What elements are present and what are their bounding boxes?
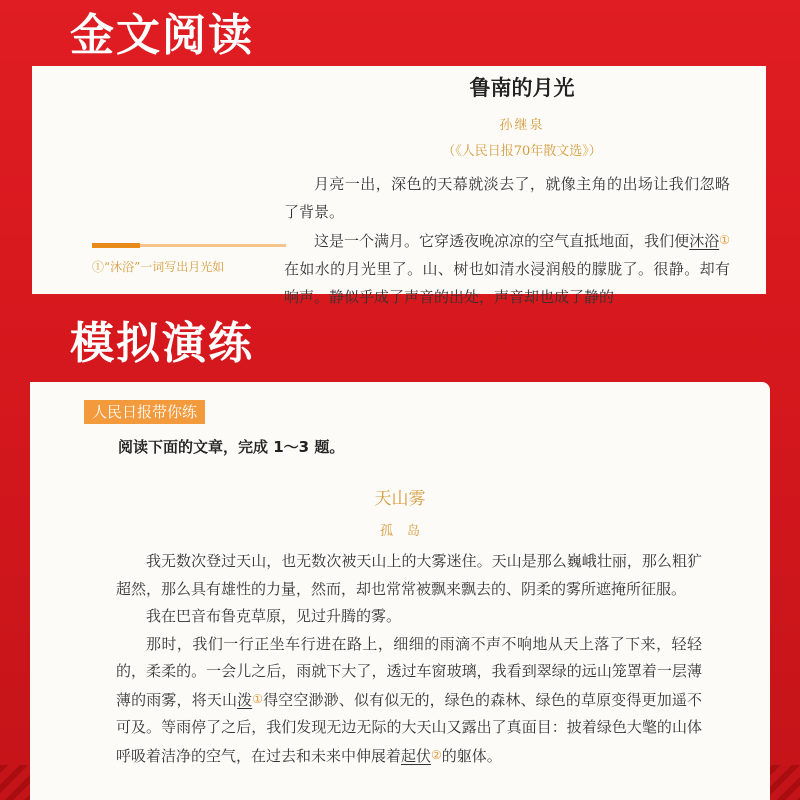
article-body bbox=[116, 548, 702, 770]
paragraph bbox=[284, 226, 730, 311]
annotated-word: 沐浴 bbox=[689, 232, 720, 250]
paragraph: 我在巴音布鲁克草原，见过升腾的雾。 bbox=[146, 607, 402, 625]
paragraph-text: 那时，我们一行正坐车行进在路上，细细的雨滴不声不响地从天上落了下来，轻轻的，柔柔的。一会儿之后，雨就下大了，透过车窗玻璃，我看到翠绿的远山笼罩着一层薄薄的雨雾，将天山 bbox=[116, 634, 702, 709]
article-author: 孙继泉 bbox=[499, 118, 545, 133]
section-title-reading: 金文阅读 bbox=[70, 10, 254, 61]
footnote-marker: ② bbox=[431, 747, 442, 762]
article-author: 孤岛 bbox=[379, 524, 434, 539]
article-title: 鲁南的月光 bbox=[469, 75, 575, 100]
section-title-practice: 模拟演练 bbox=[70, 318, 254, 369]
paragraph-text: 的躯体。 bbox=[441, 746, 502, 765]
reading-panel bbox=[32, 66, 766, 306]
sidebar-annotation: ①“沐浴”一词写出月光如 bbox=[92, 260, 225, 274]
paragraph: 我无数次登过天山，也无数次被天山上的大雾迷住。天山是那么巍峨壮丽，那么粗犷超然，那么具有雄性的力量，然而，却也常常被飘来飘去的、阴柔的雾所遮掩所征服。 bbox=[116, 552, 702, 598]
sidebar-divider-accent bbox=[92, 243, 140, 248]
article-source: （《人民日报70年散文选》） bbox=[442, 144, 602, 159]
instruction-text: 阅读下面的文章，完成 1～3 题。 bbox=[118, 438, 345, 456]
annotated-word: 泼 bbox=[237, 690, 253, 709]
footnote-marker: ① bbox=[719, 233, 730, 247]
article-body bbox=[284, 170, 730, 311]
paragraph bbox=[116, 631, 702, 771]
footnote-marker: ① bbox=[252, 691, 264, 706]
article-title: 天山雾 bbox=[374, 489, 426, 509]
badge-label: 人民日报带你练 bbox=[84, 400, 205, 424]
paragraph-text: 这是一个满月。它穿透夜晚凉凉的空气直抵地面，我们便 bbox=[314, 232, 690, 250]
practice-panel bbox=[30, 382, 770, 800]
annotated-word: 起伏 bbox=[401, 746, 432, 765]
paragraph: 月亮一出，深色的天幕就淡去了，就像主角的出场让我们忽略了背景。 bbox=[284, 175, 730, 221]
paragraph-text: 得空空渺渺、似有似无的，绿色的森林、绿色的草原变得更加遥不可及。等雨停了之后，我们发现无边无际的大天山又露出了真面目：披着绿色大氅的山体呼吸着洁净的空气，在过去和未来中伸展着 bbox=[116, 690, 702, 765]
paragraph-text: 在如水的月光里了。山、树也如清水浸润般的朦胧了。很静。却有响声。静似乎成了声音的出处，声音却也成了静的 bbox=[284, 260, 730, 306]
